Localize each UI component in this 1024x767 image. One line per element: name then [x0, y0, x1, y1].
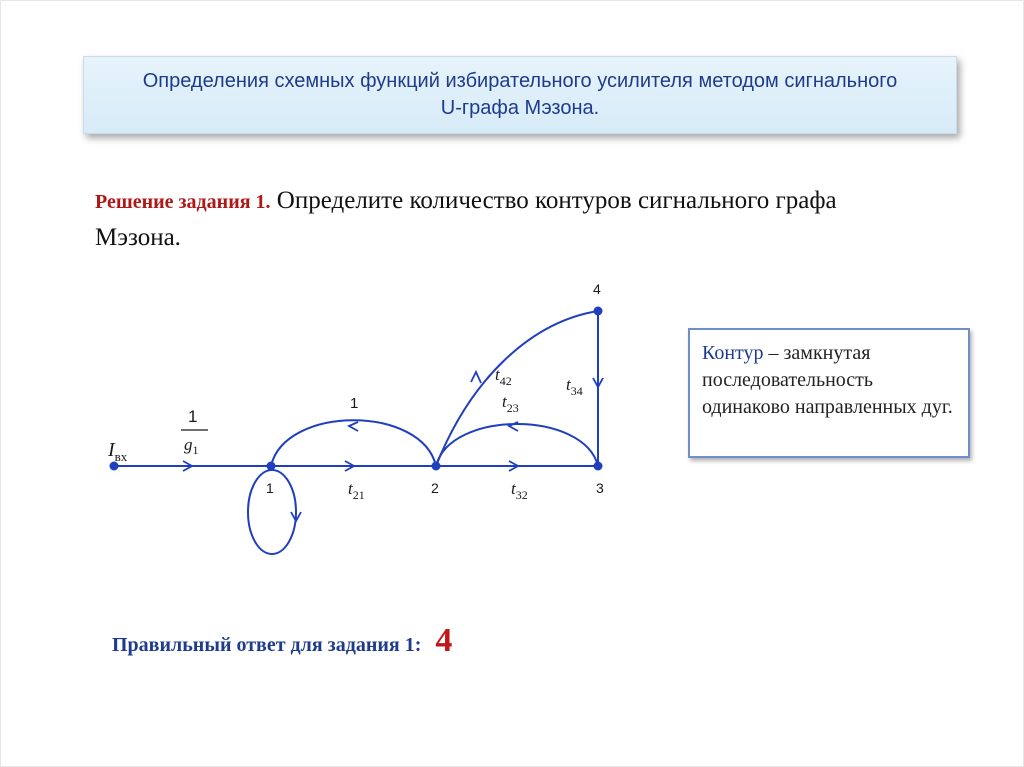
definition-text: – замкнутая последовательность одинаково направленных дуг. [702, 342, 953, 418]
edge-t32-label: $t_{32}$ [511, 479, 528, 502]
task-text: Определите количество контуров сигнального графа Мэзона. [95, 187, 837, 251]
task-label: Решение задания 1. [95, 191, 271, 213]
node-3 [594, 462, 603, 471]
node-1 [267, 462, 276, 471]
node-2 [432, 462, 441, 471]
edge-t42-label: $t_{42}$ [495, 365, 512, 388]
node-2-label: 2 [431, 480, 439, 496]
arrow-t42 [471, 372, 481, 383]
node-4 [594, 307, 603, 316]
node-4-label: 4 [593, 281, 601, 297]
feedback-arc-1 [271, 420, 436, 466]
input-label: $I_{вх}$ [108, 439, 128, 464]
slide-title: Определения схемных функций избирательного усилителя методом сигнального U-графа Мэзона. [142, 70, 898, 119]
node-1-label: 1 [266, 480, 274, 496]
definition-term: Контур [702, 342, 764, 364]
arrow-feedback [349, 422, 358, 431]
answer-value: 4 [435, 622, 453, 659]
edge-t34-label: $t_{34}$ [566, 375, 583, 398]
edge-t23-label: $t_{23}$ [502, 392, 519, 415]
edge-t21-label: $t_{21}$ [348, 479, 365, 502]
feedback-label: 1 [350, 395, 359, 412]
gain-denominator: $g_1$ [184, 435, 199, 457]
gain-numerator: 1 [188, 407, 198, 426]
node-3-label: 3 [596, 480, 604, 496]
answer-label: Правильный ответ для задания 1: [112, 634, 422, 656]
